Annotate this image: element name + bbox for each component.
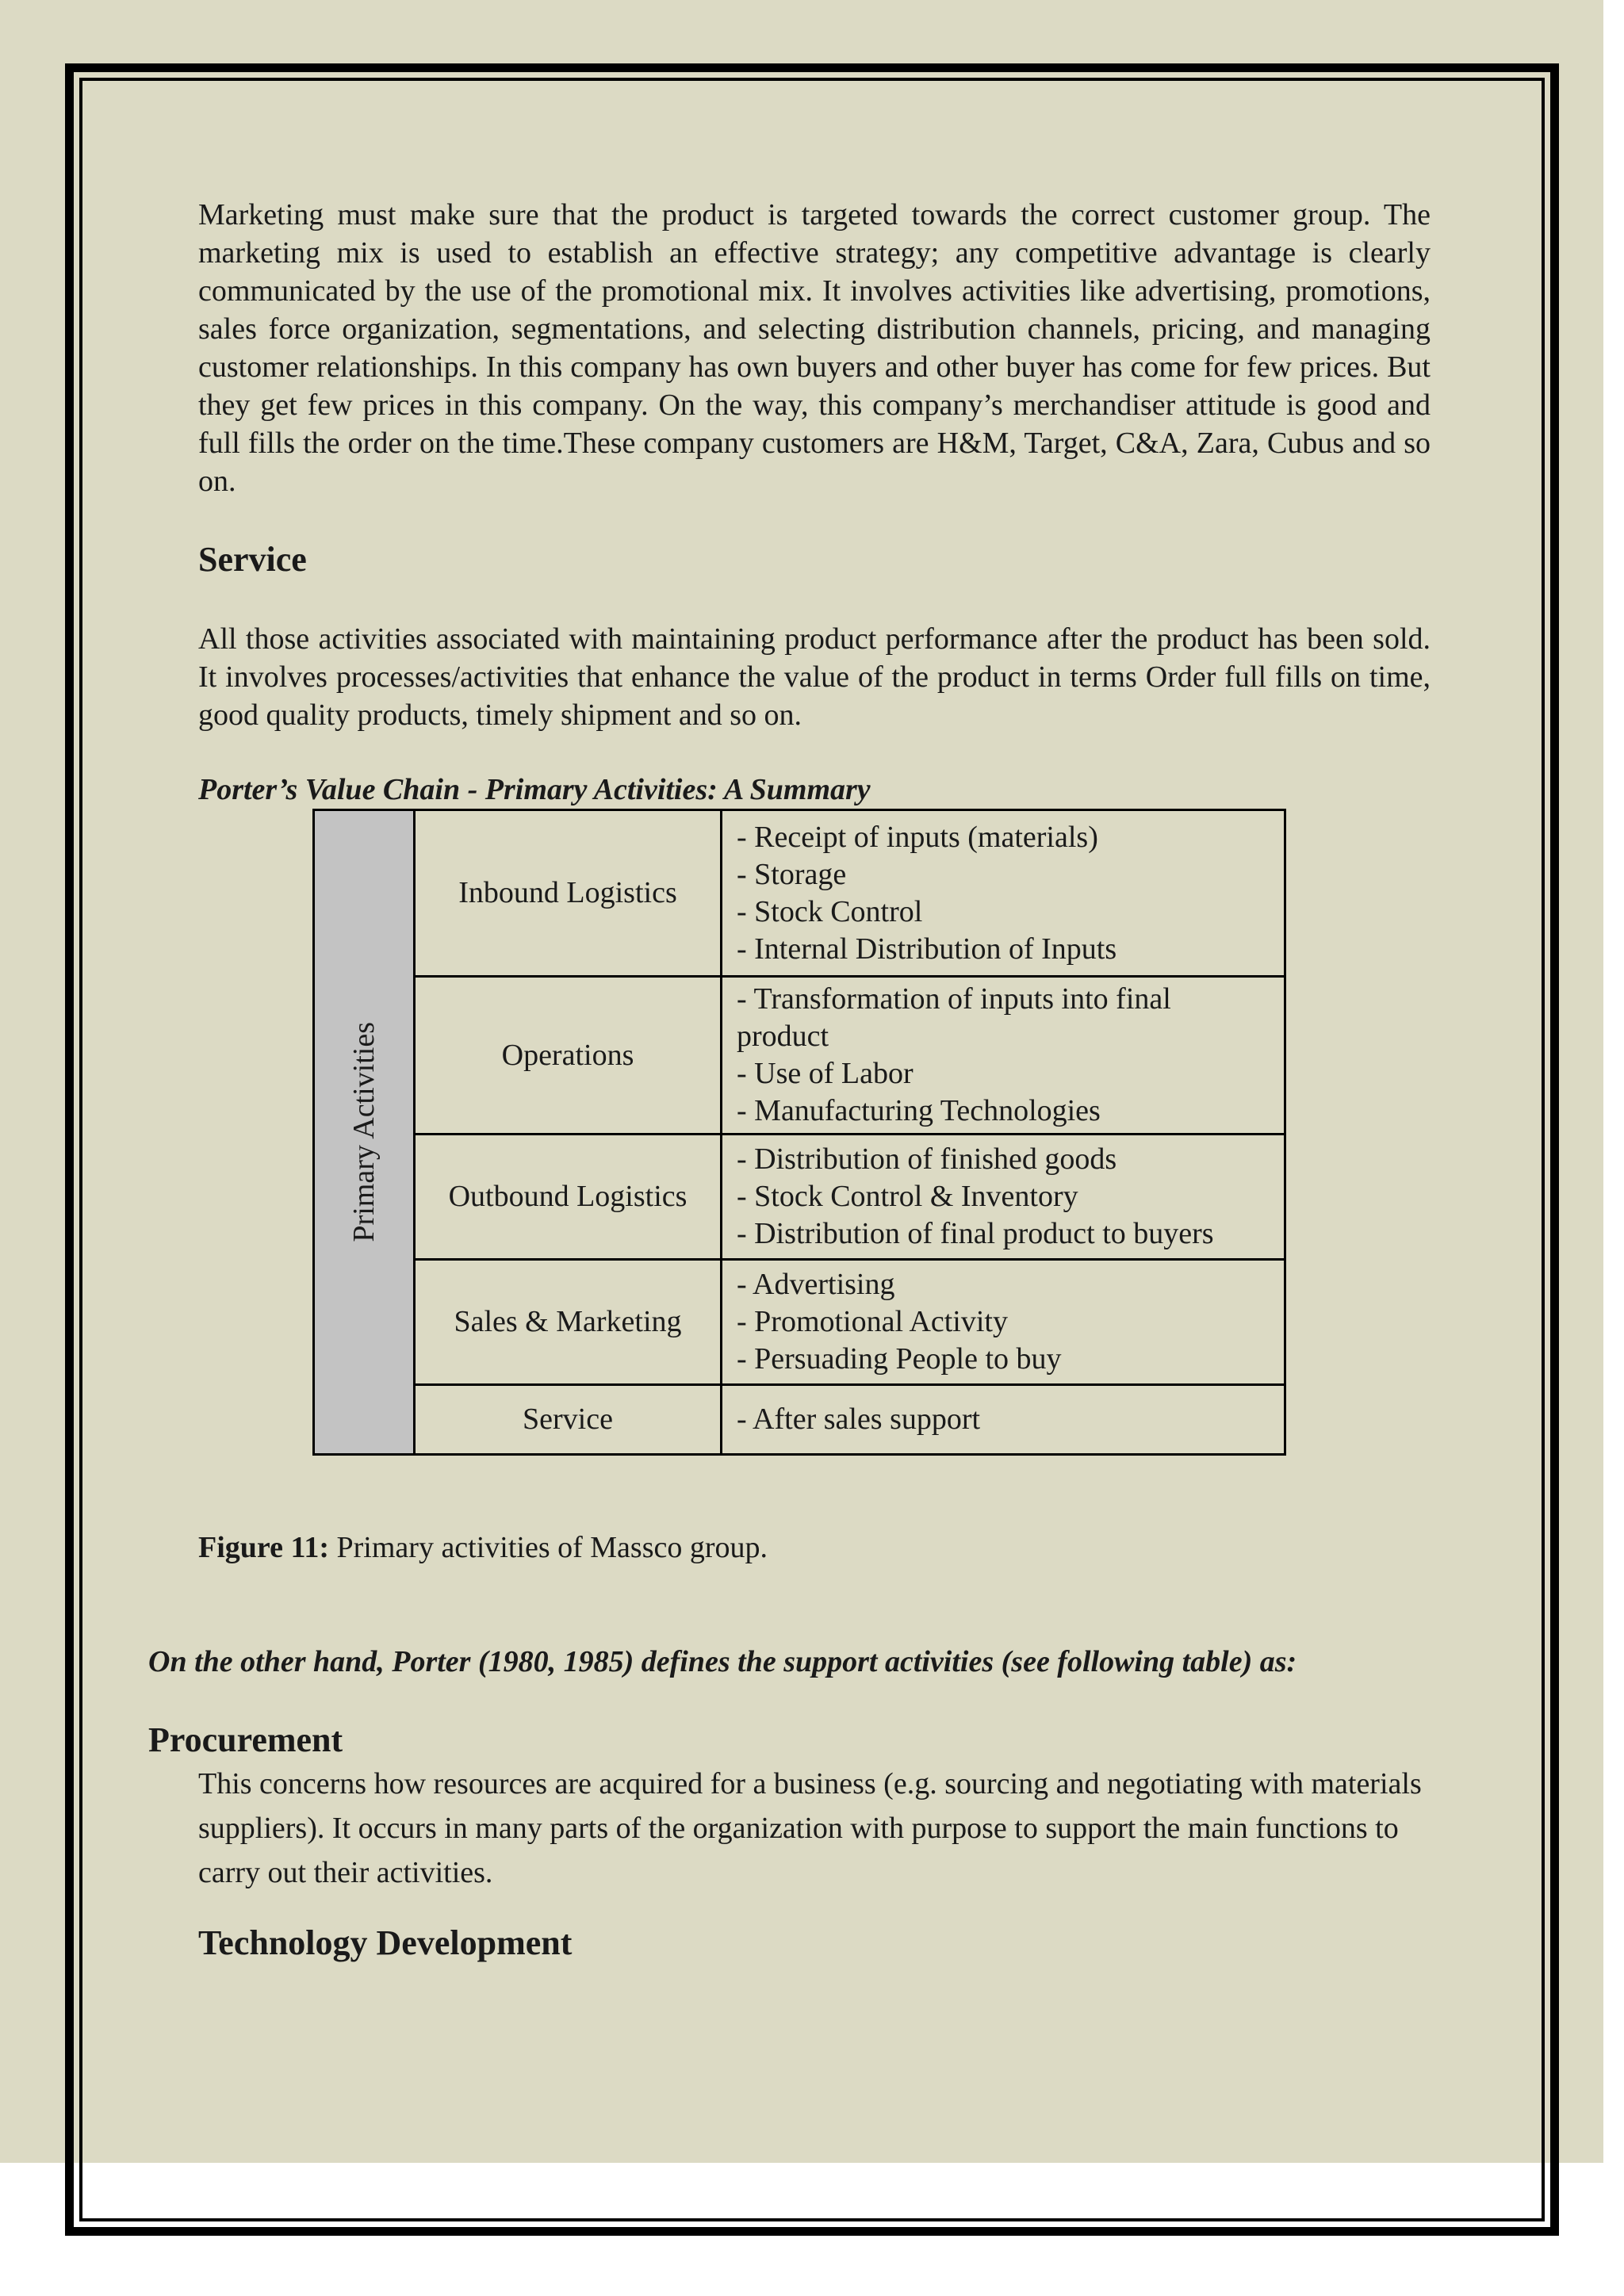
activity-items: [722, 1260, 1285, 1385]
activity-item: - Use of Labor: [737, 1057, 914, 1090]
primary-activities-label: Primary Activities: [347, 1022, 381, 1242]
service-heading: Service: [198, 540, 307, 579]
table-row: [314, 810, 1285, 977]
activity-item: - Stock Control: [737, 894, 923, 928]
activity-item: - Distribution of final product to buyers: [737, 1217, 1214, 1250]
activity-item: - Internal Distribution of Inputs: [737, 932, 1117, 966]
technology-development-heading: Technology Development: [198, 1923, 573, 1962]
primary-activities-table: [312, 809, 1286, 1456]
activity-item: - Persuading People to buy: [737, 1342, 1062, 1376]
activity-name: Outbound Logistics: [415, 1135, 722, 1260]
activity-name: Operations: [415, 977, 722, 1135]
activity-item: - After sales support: [737, 1402, 981, 1436]
activity-name: Inbound Logistics: [415, 810, 722, 977]
activity-item: - Distribution of finished goods: [737, 1142, 1117, 1176]
figure-caption: [198, 1529, 768, 1567]
primary-activities-side-cell: [314, 810, 415, 1455]
summary-title: Porter’s Value Chain - Primary Activities: A Summary: [198, 773, 871, 806]
activity-name: Sales & Marketing: [415, 1260, 722, 1385]
activity-item: - Advertising: [737, 1268, 895, 1301]
table-row: [314, 1385, 1285, 1455]
activity-item: - Storage: [737, 857, 847, 891]
procurement-paragraph: This concerns how resources are acquired for a business (e.g. sourcing and negotiating with materials suppliers). It occurs in many parts of the organization with purpose to support the main functions to carry out their activities.: [198, 1767, 1422, 1889]
activity-item: - Promotional Activity: [737, 1305, 1008, 1338]
table-row: [314, 1260, 1285, 1385]
service-paragraph: All those activities associated with maintaining product performance after the product has been sold. It involves processes/activities that enhance the value of the product in terms Order full fills on time, good quality products, timely shipment and so on.: [198, 622, 1431, 732]
activity-item: - Stock Control & Inventory: [737, 1180, 1078, 1213]
activity-item: - Transformation of inputs into final product: [737, 982, 1171, 1053]
figure-caption-text: Primary activities of Massco group.: [329, 1531, 768, 1564]
activity-items: [722, 1135, 1285, 1260]
activity-item: - Manufacturing Technologies: [737, 1094, 1101, 1127]
procurement-heading: Procurement: [148, 1720, 343, 1759]
intro-paragraph: Marketing must make sure that the product is targeted towards the correct customer group. The marketing mix is used to establish an effective strategy; any competitive advantage is clearly communicated by the use of the promotional mix. It involves activities like advertising, promotions, sales force organization, segmentations, and selecting distribution channels, pricing, and managing customer relationships. In this company has own buyers and other buyer has come for few prices. But they get few prices in this company. On the way, this company’s merchandiser attitude is good and full fills the order on the time.These company customers are H&M, Target, C&A, Zara, Cubus and so on.: [198, 198, 1431, 498]
activity-item: - Receipt of inputs (materials): [737, 820, 1098, 854]
support-activities-intro: On the other hand, Porter (1980, 1985) defines the support activities (see following table) as:: [148, 1645, 1297, 1678]
activity-items: [722, 977, 1285, 1135]
activity-items: [722, 1385, 1285, 1455]
table-row: [314, 977, 1285, 1135]
table-row: [314, 1135, 1285, 1260]
activity-name: Service: [415, 1385, 722, 1455]
figure-caption-label: Figure 11:: [198, 1531, 330, 1564]
activity-items: [722, 810, 1285, 977]
